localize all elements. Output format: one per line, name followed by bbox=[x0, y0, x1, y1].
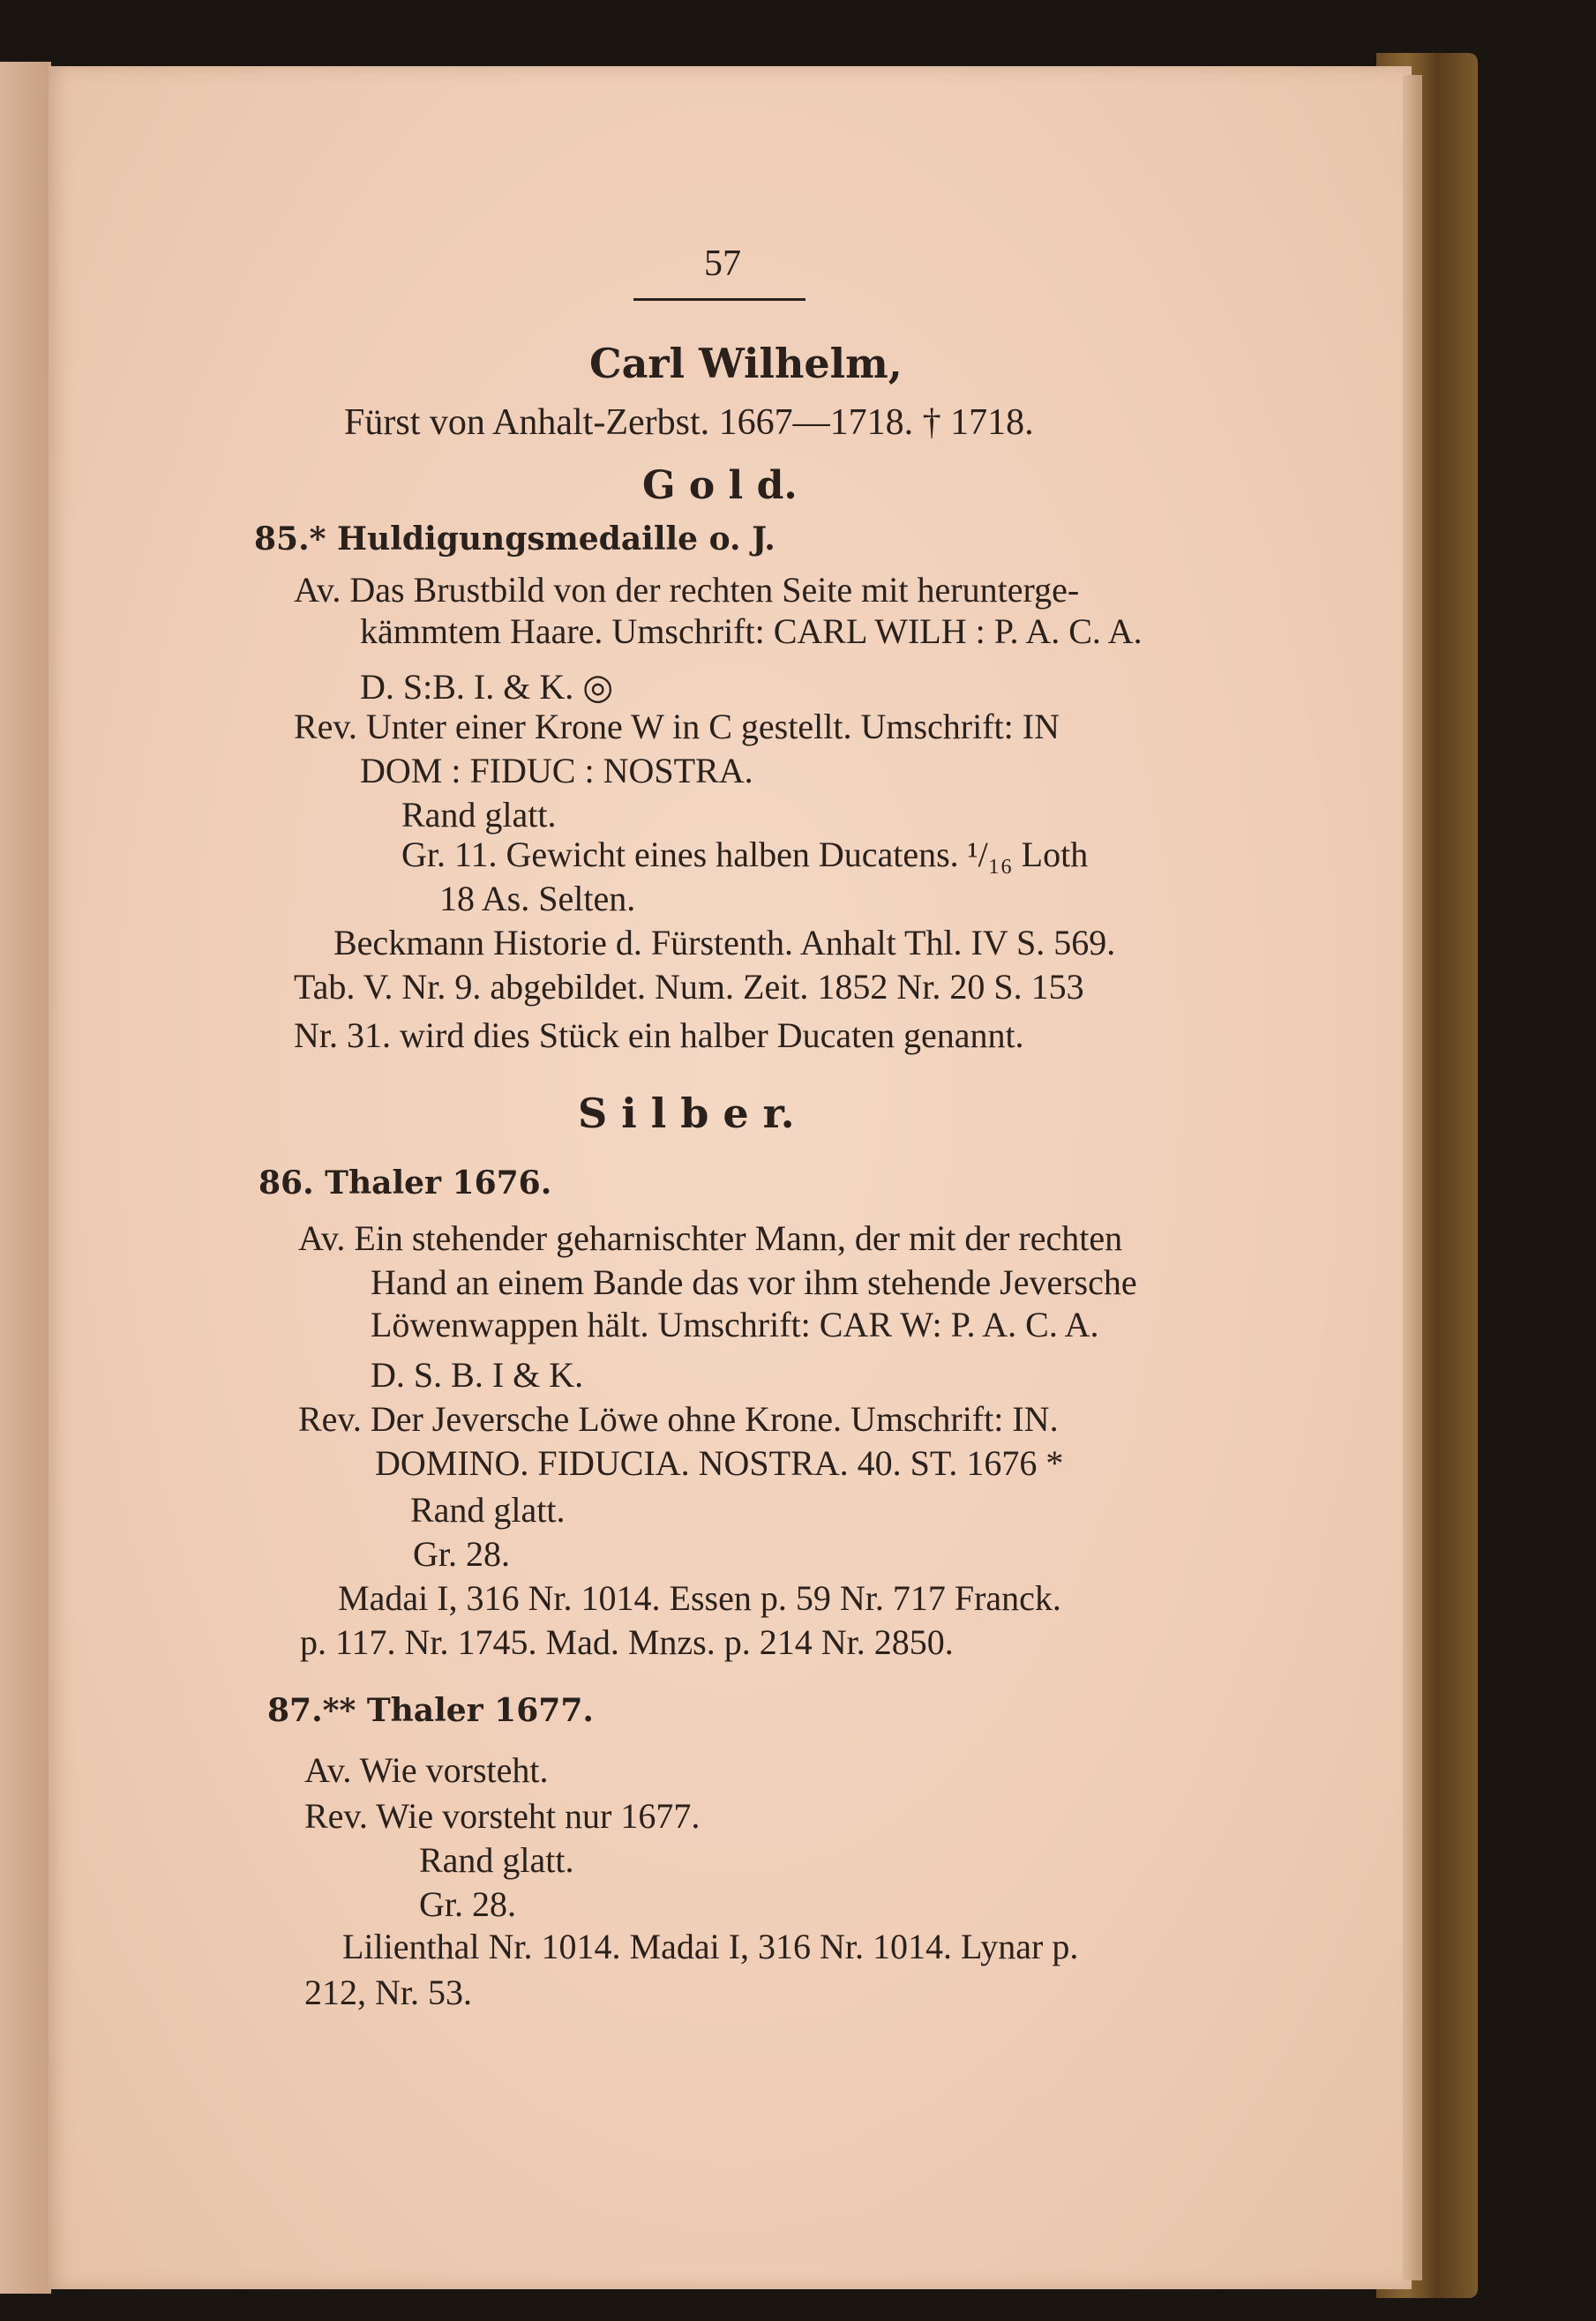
text-line: 212, Nr. 53. bbox=[304, 1973, 472, 2012]
text-line: Rev. Wie vorsteht nur 1677. bbox=[304, 1796, 701, 1836]
text-line: Gr. 28. bbox=[413, 1534, 510, 1574]
page-number: 57 bbox=[704, 243, 741, 284]
text-line: Gr. 11. Gewicht eines halben Ducatens. ¹/₁₆ Loth bbox=[401, 835, 1089, 874]
text-line: Löwenwappen hält. Umschrift: CAR W: P. A. C. A. bbox=[371, 1305, 1099, 1344]
text-line: Tab. V. Nr. 9. abgebildet. Num. Zeit. 1852 Nr. 20 S. 153 bbox=[294, 967, 1084, 1007]
text-line: Rand glatt. bbox=[419, 1840, 574, 1880]
text-line: Rev. Der Jeversche Löwe ohne Krone. Umschrift: IN. bbox=[298, 1399, 1059, 1439]
left-page-edge bbox=[0, 62, 51, 2294]
text-line: Hand an einem Bande das vor ihm stehende Jeversche bbox=[371, 1262, 1137, 1302]
text-line: Madai I, 316 Nr. 1014. Essen p. 59 Nr. 717 Franck. bbox=[338, 1578, 1061, 1618]
entry-heading: 86. Thaler 1676. bbox=[259, 1164, 552, 1202]
text-line: kämmtem Haare. Umschrift: CARL WILH : P. A. C. A. bbox=[360, 611, 1143, 651]
text-line: Beckmann Historie d. Fürstenth. Anhalt Thl. IV S. 569. bbox=[333, 923, 1116, 962]
text-line: Rand glatt. bbox=[401, 795, 557, 835]
text-line: Rand glatt. bbox=[410, 1490, 566, 1530]
text-line: DOM : FIDUC : NOSTRA. bbox=[360, 751, 753, 790]
text-line: DOMINO. FIDUCIA. NOSTRA. 40. ST. 1676 * bbox=[375, 1443, 1064, 1483]
page-title: Carl Wilhelm, bbox=[589, 340, 903, 387]
text-line: Av. Wie vorsteht. bbox=[304, 1750, 549, 1790]
text-line: Gr. 28. bbox=[419, 1884, 516, 1924]
section-heading-gold: G o l d. bbox=[642, 463, 798, 508]
text-line: p. 117. Nr. 1745. Mad. Mnzs. p. 214 Nr. 2850. bbox=[300, 1622, 954, 1662]
text-line: Nr. 31. wird dies Stück ein halber Ducaten genannt. bbox=[294, 1015, 1024, 1055]
text-line: Av. Ein stehender geharnischter Mann, der mit der rechten bbox=[298, 1218, 1123, 1258]
entry-heading: 87.** Thaler 1677. bbox=[267, 1692, 594, 1729]
text-line: Lilienthal Nr. 1014. Madai I, 316 Nr. 1014. Lynar p. bbox=[342, 1927, 1079, 1966]
page-stack-edge bbox=[1403, 75, 1422, 2280]
entry-heading: 85.* Huldigungsmedaille o. J. bbox=[254, 520, 776, 558]
text-line: Rev. Unter einer Krone W in C gestellt. Umschrift: IN bbox=[294, 707, 1060, 746]
text-line: Av. Das Brustbild von der rechten Seite mit herunterge- bbox=[294, 570, 1080, 610]
page-subtitle: Fürst von Anhalt-Zerbst. 1667—1718. † 1718. bbox=[344, 402, 1034, 443]
page-number-rule bbox=[633, 298, 805, 301]
text-line: 18 As. Selten. bbox=[439, 879, 636, 918]
text-line: D. S. B. I & K. bbox=[371, 1355, 584, 1395]
section-heading-silber: S i l b e r. bbox=[578, 1089, 795, 1137]
text-line: D. S:B. I. & K. ◎ bbox=[360, 667, 614, 707]
